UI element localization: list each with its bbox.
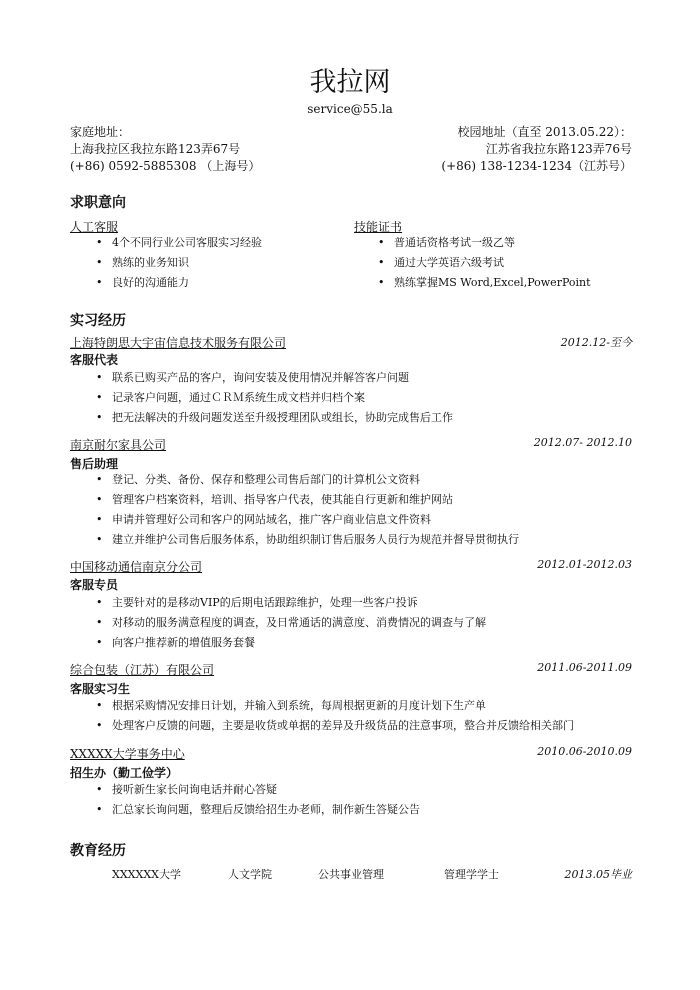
campus-address [441, 124, 632, 175]
objective-title: 人工客服 [70, 220, 119, 234]
list-item: • 对移动的服务满意程度的调查，及日常通话的满意度、消费情况的调查与了解 [84, 613, 486, 633]
skills-title: 技能证书 [354, 220, 403, 234]
education-heading: 教育经历 [70, 843, 126, 859]
list-item: • 向客户推荐新的增值服务套餐 [84, 633, 486, 653]
college-name: 人文学院 [228, 868, 272, 881]
job-role: 客服代表 [70, 353, 119, 367]
company-name: 综合包装（江苏）有限公司 [70, 663, 215, 677]
email: service@55.la [307, 102, 393, 116]
list-item: • 普通话资格考试一级乙等 [366, 233, 591, 253]
list-item: • 联系已购买产品的客户，询问安装及使用情况并解答客户问题 [84, 368, 453, 388]
list-item: • 汇总家长询问题，整理后反馈给招生办老师，制作新生答疑公告 [84, 800, 420, 820]
campus-address-line: 江苏省我拉东路123弄76号 [485, 142, 632, 156]
list-item: • 登记、分类、备份、保存和整理公司售后部门的计算机公文资料 [84, 470, 519, 490]
job-date: 2012.12-至今 [560, 336, 632, 349]
list-item: • 记录客户问题，通过ＣＲＭ系统生成文档并归档个案 [84, 388, 453, 408]
job-duties [84, 368, 453, 428]
graduation-date: 2013.05毕业 [564, 868, 632, 881]
home-phone: (+86) 0592-5885308 （上海号） [70, 159, 261, 173]
list-item: • 熟练掌握MS Word,Excel,PowerPoint [366, 273, 591, 293]
list-item: • 管理客户档案资料，培训、指导客户代表，使其能自行更新和维护网站 [84, 490, 519, 510]
job-date: 2010.06-2010.09 [537, 745, 632, 758]
home-address [70, 124, 260, 175]
objective-list [84, 233, 262, 293]
company-name: 上海特朗思大宇宙信息技术服务有限公司 [70, 336, 287, 350]
job-date: 2012.07- 2012.10 [533, 436, 632, 449]
job-duties [84, 780, 420, 820]
job-duties [84, 696, 574, 736]
home-address-label: 家庭地址： [70, 125, 131, 139]
list-item: • 把无法解决的升级问题发送至升级授理团队或组长，协助完成售后工作 [84, 408, 453, 428]
company-name: XXXXX大学事务中心 [70, 747, 185, 761]
job-duties [84, 593, 486, 653]
list-item: • 良好的沟通能力 [84, 273, 262, 293]
job-role: 售后助理 [70, 457, 119, 471]
skills-list [366, 233, 591, 293]
list-item: • 4个不同行业公司客服实习经验 [84, 233, 262, 253]
campus-phone: (+86) 138-1234-1234（江苏号） [441, 159, 632, 173]
job-role: 招生办（勤工俭学） [70, 766, 179, 780]
major-name: 公共事业管理 [318, 868, 384, 881]
job-role: 客服专员 [70, 578, 119, 592]
job-role: 客服实习生 [70, 682, 131, 696]
internship-heading: 实习经历 [70, 313, 126, 329]
degree-name: 管理学学士 [444, 868, 499, 881]
job-date: 2011.06-2011.09 [537, 661, 632, 674]
job-date: 2012.01-2012.03 [537, 558, 632, 571]
campus-address-label: 校园地址（直至 2013.05.22）： [457, 125, 632, 139]
job-duties [84, 470, 519, 550]
home-address-line: 上海我拉区我拉东路123弄67号 [70, 142, 241, 156]
list-item: • 熟练的业务知识 [84, 253, 262, 273]
objective-heading: 求职意向 [70, 195, 126, 211]
list-item: • 通过大学英语六级考试 [366, 253, 591, 273]
resume-name: 我拉网 [309, 67, 391, 98]
list-item: • 处理客户反馈的问题，主要是收货或单据的差异及升级货品的注意事项，整合并反馈给相关部门 [84, 716, 574, 736]
list-item: • 主要针对的是移动VIP的后期电话跟踪维护，处理一些客户投诉 [84, 593, 486, 613]
list-item: • 接听新生家长问询电话并耐心答疑 [84, 780, 420, 800]
company-name: 中国移动通信南京分公司 [70, 560, 203, 574]
list-item: • 申请并管理好公司和客户的网站域名，推广客户商业信息文件资料 [84, 510, 519, 530]
company-name: 南京耐尔家具公司 [70, 438, 167, 452]
school-name: XXXXXX大学 [112, 868, 181, 881]
list-item: • 根据采购情况安排日计划，并输入到系统，每周根据更新的月度计划下生产单 [84, 696, 574, 716]
list-item: • 建立并维护公司售后服务体系，协助组织制订售后服务人员行为规范并督导贯彻执行 [84, 530, 519, 550]
